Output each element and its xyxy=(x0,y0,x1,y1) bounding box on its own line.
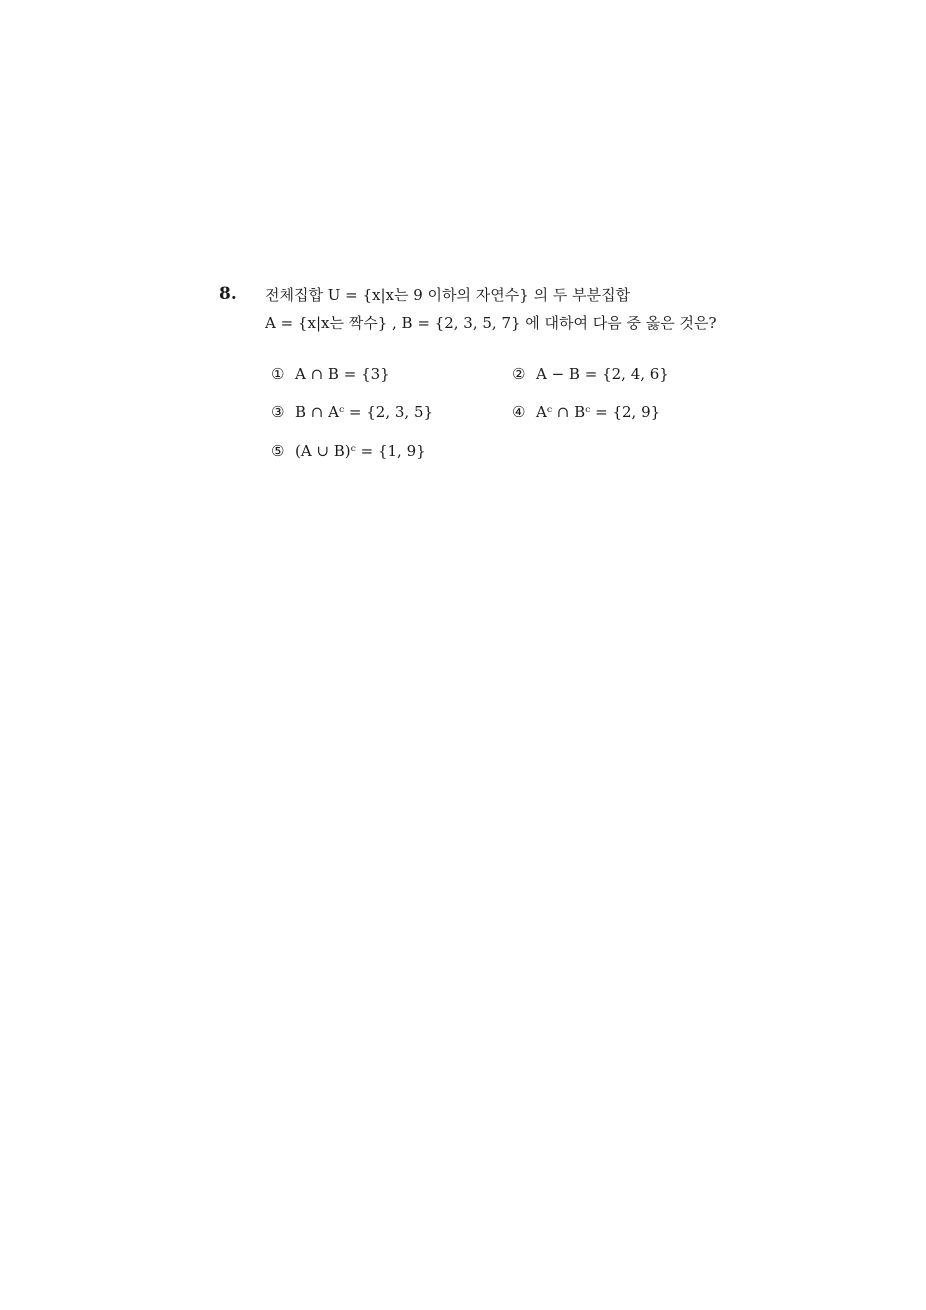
choice-expression: A ∩ B = {3} xyxy=(295,365,390,383)
choice-5[interactable] xyxy=(271,441,426,461)
choice-expression: Aᶜ ∩ Bᶜ = {2, 9} xyxy=(536,403,661,421)
choice-marker: ② xyxy=(512,365,526,383)
choice-2[interactable] xyxy=(512,364,669,384)
choice-marker: ① xyxy=(271,365,285,383)
problem-stem-line-2: A = {x|x는 짝수} , B = {2, 3, 5, 7} 에 대하여 다음 중 옳은 것은? xyxy=(265,314,717,332)
choice-marker: ④ xyxy=(512,403,526,421)
choice-3[interactable] xyxy=(271,402,433,422)
problem-stem-line-1: 전체집합 U = {x|x는 9 이하의 자연수} 의 두 부분집합 xyxy=(265,286,631,304)
choice-1[interactable] xyxy=(271,364,390,384)
choice-expression: B ∩ Aᶜ = {2, 3, 5} xyxy=(295,403,434,421)
choice-expression: (A ∪ B)ᶜ = {1, 9} xyxy=(295,442,426,460)
choice-marker: ③ xyxy=(271,403,285,421)
choice-marker: ⑤ xyxy=(271,442,285,460)
choice-expression: A − B = {2, 4, 6} xyxy=(536,365,669,383)
choice-4[interactable] xyxy=(512,402,660,422)
problem-number: 8. xyxy=(219,284,237,304)
